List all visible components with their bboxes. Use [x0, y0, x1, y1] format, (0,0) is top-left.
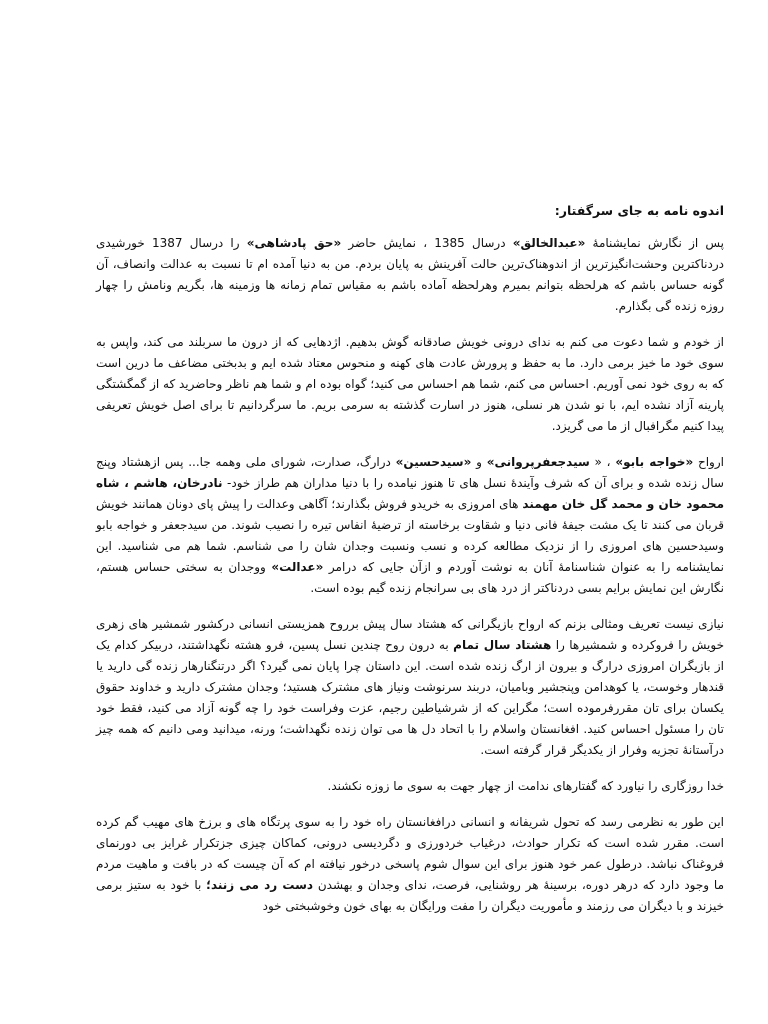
text-run: ارواح: [693, 455, 724, 469]
paragraph: [96, 614, 724, 761]
section-heading: اندوه نامه به جای سرگفتار:: [554, 203, 724, 218]
bold-text-run: هشتاد سال تمام: [453, 638, 552, 652]
bold-text-run: «عدالت»: [271, 560, 324, 574]
text-run: های امروزی به خریدو فروش بگذارند؛ آگاهی وعدالت را پیش پای دونان همانند خویش قربان می کنند تا یک مشت جیفۀ فانی دنیا و شقاوت برخاسته از ترضیۀ انفاس تیره را نصیب شوند. من سیدجعفر و خواجه بابو وسیدحسین های امروزی را از نزدیک مطالعه کرده و نسب ونسبت وجدان شان را می شناسم. شما هم می شناسید. این نمایشنامه را به عنوان شناسنامۀ آنان به نوشت آوردم و ازآن جایی که درامر: [96, 497, 724, 574]
text-run: ووجدان به سختی حساس هستم، نگارش این نمایش برایم بسی دردناکتر از درد های بی سرانجام زنده گیم بوده است.: [96, 560, 724, 595]
bold-text-run: «خواجه بابو»: [615, 455, 694, 469]
paragraph: [96, 332, 724, 437]
bold-text-run: سیدجعفرپروانی»: [486, 455, 590, 469]
paragraph: [96, 452, 724, 599]
text-run: با خود به ستیز برمی خیزند و با دیگران می رزمند و مأموریت دیگران را مفت ورایگان به بهای خون وخوشبختی خود: [96, 878, 724, 913]
text-run: ، «: [589, 455, 616, 469]
text-run: خدا روزگاری را نیاورد که گفتارهای ندامت از چهار جهت به سوی ما زوزه نکشند.: [327, 779, 724, 793]
bold-text-run: نادرخان، هاشم ، شاه محمود خان و محمد گل خان مهمند: [96, 476, 725, 511]
paragraph: [96, 812, 724, 917]
bold-text-run: «حق پادشاهی»: [246, 236, 342, 250]
bold-text-run: «سیدحسین»: [395, 455, 472, 469]
paragraph: [96, 233, 724, 317]
text-run: را درسال 1387 خورشیدی دردناکترین وحشت‌انگیزترین از اندوهناک‌ترین حالت آفرینش به پایان بردم. من به دنیا آمده ام تا نسبت به عدالت وانصاف، آن گونه حساس باشم که هرلحظه بتوانم بمیرم وهرلحظه آماده باشم به مقیاس تمام زمانه ها وزمینه ها، بگریم ونامش را چهار روزه زنده گی بگذارم.: [96, 236, 724, 313]
text-run: به درون روح چندین نسل پسین، فرو هشته نگهداشتند، دربیکر کدام یک از بازیگران امروزی درارگ و بیرون از ارگ زنده شده است. این داستان چرا پایان نمی گیرد؟ اگر درتنگنارهار زنده گی دارید یا قندهار وخوست، یا کوهدامن وپنجشیر وبامیان، دربند سرنوشت ونیاز های مشترک هستید؛ وجدان مشترک دارید و خداوند حقوق یکسان برای تان مقررفرموده است؛ مگراین که از شرشیاطین رجیم، عزت وفراست خود را چه گونه آزاد می کنید، فقط خود تان را مسئول احساس کنید. افغانستان واسلام را با اتحاد دل ها می توان زنده نگهداشت؛ ورنه، میدانید ومی دانیم که همه چیز درآستانۀ تجزیه وفرار از یکدیگر قرار گرفته است.: [96, 638, 724, 757]
bold-text-run: دست رد می زنند؛: [206, 878, 314, 892]
text-run: درسال 1385 ، نمایش حاضر: [341, 236, 513, 250]
text-run: از خودم و شما دعوت می کنم به ندای درونی خویش صادقانه گوش بدهیم. اژدهایی که از درون ما سربلند می کند، واپس به سوی خود ما خیز برمی دارد. ما به حفظ و پرورش عادت های کهنه و منحوس معتاد شده ایم و بدبختی مضاعف ما درین است که به روی خود نمی آوریم. احساس می کنم، شما هم احساس می کنید؛ گواه بوده ام و شما هم ناظر وحاضرید که از گمگشتگی پارینه آزاد نشده ایم، با نو شدن هر نسلی، هنوز در اسارت گذشته به سرمی بریم. ما سرگردانیم تا برای اصل خویش تعریفی پیدا کنیم مگرافبال از ما می گریزد.: [96, 335, 724, 433]
paragraph-list: [96, 233, 724, 917]
text-run: و: [471, 455, 487, 469]
paragraph: [96, 776, 724, 797]
document-body: [96, 200, 724, 932]
bold-text-run: «عبدالخالق»: [512, 236, 586, 250]
text-run: این طور به نظرمی رسد که تحول شریفانه و انسانی درافغانستان راه خود را به سوی پرتگاه های و برزخ های مهیب گم کرده است. مقرر شده است که تکرار حوادث، درغیاب خردورزی و دگردیسی درونی، کماکان چیزی جزتکرار غرایز بی دورنمای فروغناک نباشد. درطول عمر خود هنوز برای این سوال شوم پاسخی درخور نیافته ام که آن چیست که در بافت و ماهیت مردم ما وجود دارد که درهر دوره، برسینۀ هر روشنایی، فرصت، ندای وجدان و بهشدن: [96, 815, 724, 892]
text-run: درارگ، صدارت، شورای ملی وهمه جا... پس ازهشتاد وپنج سال زنده شده و برای آن که شرف وآیندۀ نسل های تا هنوز نیامده را با دنیا مداران هم طراز خود-: [96, 455, 724, 490]
text-run: نیازی نیست تعریف ومثالی بزنم که ارواح بازیگرانی که هشتاد سال پیش برروح همزیستی انسانی درکشور شمشیر های زهری خویش را فروکرده و شمشیرها را: [96, 617, 724, 652]
text-run: پس از نگارش نمایشنامۀ: [585, 236, 725, 250]
